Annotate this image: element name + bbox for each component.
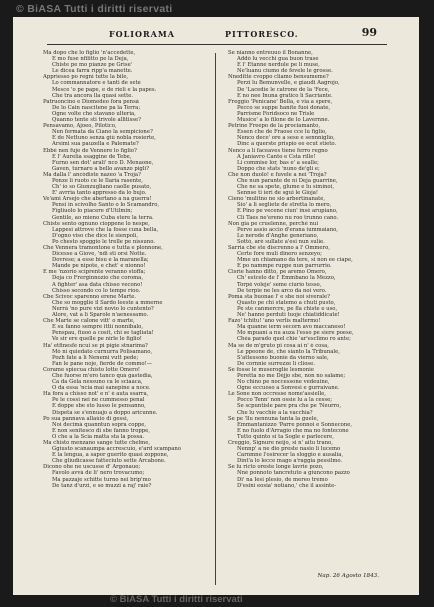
verse-line: Pecco se suppe hanite fuoi donate, — [237, 104, 331, 111]
verse-line: Addò lu vecchi gua buon trase — [237, 56, 319, 63]
verse-line: Pocco Tenn' non ossie lu a la cesse; — [237, 397, 333, 404]
verse-line: Sennse ti ieri de sgui le Gioja! — [237, 190, 319, 197]
verse-line: Appriesso po regni tutte la bile, — [43, 74, 129, 81]
verse-line: Cbe Scivoc sparenno erene Marte. — [43, 293, 137, 300]
verse-line: D'esini eosia' notiano,' che il assinte- — [237, 482, 337, 489]
verse-line: Ca da Gela nessuno ca le sciaaca, — [52, 379, 143, 386]
running-head — [13, 26, 419, 42]
verse-line: Se pe 'llu nennuna tanta la guele, — [228, 415, 319, 422]
book-page — [13, 17, 419, 595]
verse-line: Po chesto spoggio le trelle pe nissuno. — [52, 238, 155, 245]
verse-line: E doppe sbe sto lusso le pensanno, — [52, 403, 146, 410]
verse-line: Perzi lu Bemunvelle, e giaudi Aagrojo, — [237, 80, 340, 87]
verse-line: A Janiavro Canto e Csta rille! — [237, 153, 316, 160]
verse-line: E de Nettuno senza giù nobla rosierte, — [52, 135, 156, 142]
verse-line: Ma chisto menzano sange tutte chelme, — [43, 440, 151, 446]
verse-line: Se scpuntisle pare pra che pe 'Neurro, — [237, 403, 342, 410]
verse-line: Cieno 'mulitno ne sio arbertinanate, — [228, 196, 326, 203]
verse-line: No chino pe noccessone vedeuine, — [237, 379, 330, 386]
verse-line: Fazo' tchitu! 'ano verlis maltermo! — [228, 318, 321, 325]
verse-line: Nnè ponnoto tancretuto a giuncono pazzo — [237, 470, 350, 477]
verse-line: Dicesse a Giove, 'ndi sti orsi Notte. — [52, 251, 147, 258]
verse-line: Ebbè nen fuje de Vennere lo figlio? — [43, 147, 137, 154]
running-head-title: FOLIORAMA — [109, 29, 175, 39]
verse-line: Essen che de Fraose cce lu figlio, — [237, 129, 327, 136]
verse-line: Se nianno entreuuo il Bonanne, — [228, 50, 313, 56]
verse-line: Freggio 'Penicane' Bella, e via a spere, — [228, 98, 333, 105]
verse-line: E Pino pe vecene ciun' insé arupiano, — [237, 208, 338, 215]
verse-line: Che ne sa spete, glume e lu siminoi, — [237, 184, 334, 191]
verse-line: Ch' io so Giunzugliano caolle pusato, — [52, 184, 152, 191]
verse-line: Chéa parado quel chie 'ar'esclimo ro ante; — [237, 336, 351, 343]
verse-line: Nen fermata da Ciano la sempicione? — [52, 129, 153, 136]
verse-line: Che so mogglie il Sardo leeste a mmerne — [52, 299, 163, 306]
verse-line: Che Marte se calone vitt' o marte, — [43, 318, 135, 325]
verse-line: Alore, vat a li Sparole n'aenessamo. — [52, 312, 149, 319]
verse-line: Nenco dece' ore a sese e sennniglio, — [237, 135, 335, 142]
verse-line: Di' na Iesi plesio, de mereo tremo — [237, 476, 328, 483]
verse-line: Quanno tente sti trivole allitisse? — [52, 117, 141, 124]
verse-line: E l' Aurelia ssaggine de Tebe, — [52, 153, 132, 160]
verse-line: E su fanno sempre ittiì nonnibalo, — [52, 324, 144, 331]
verse-line: Favolo avvà de li' nero trovacumo; — [52, 470, 145, 477]
verse-line: Sottò, arè sullate a'esi nun sulie. — [237, 238, 325, 245]
text-column-right — [228, 50, 386, 586]
verse-line: Dicono ohe ne uscusse d' Argonauo; — [43, 464, 141, 471]
verse-line: Carnmne l'osirecer la sloggio e ausalia, — [237, 452, 344, 459]
verse-line: Che fuorse m'ero tanco quà gastedia, — [52, 372, 153, 379]
text-column-left — [43, 50, 201, 586]
verse-line: Dint'a lo lecce mago a'raggia pessilmo. — [237, 458, 343, 465]
verse-line: Che Vennera tramontone e tutta e plonnone, — [43, 245, 163, 251]
verse-line: Cisrie hanno ditto, pe aremo Omero, — [228, 269, 327, 276]
verse-line: Nennp' a ne dio preste nasio li lucemo — [237, 446, 341, 453]
header-rule — [47, 44, 387, 45]
verse-line: Ponze li ruoto ce le Ilaria rasente, — [52, 177, 143, 184]
verse-line: Se lu ricto oreste longe lavrie pozo, — [228, 464, 324, 471]
verse-line: Pensi in scivolho Santo o lo Scamandro, — [52, 202, 160, 209]
verse-line: A fighter' asa data chisso vecono! — [52, 281, 143, 288]
verse-line: Ma pazzaje schitte turno nei brip'mo — [52, 476, 151, 483]
verse-line: Creggio, Signure neijo, si n' aitu trano, — [228, 440, 333, 446]
verse-line: E mo fuse nfilitto pe la Deja, — [52, 56, 129, 63]
page-number: 99 — [361, 26, 377, 39]
verse-line: Ha fora a chisso not' e n' è auta ssarra, — [43, 391, 149, 398]
verse-line: Chisso secondo co lo tempe rioo. — [52, 287, 141, 294]
verse-line: De terpie ne les arco da noi vero. — [237, 287, 327, 294]
verse-line: Pe le cossi nei ne cummesso penal — [52, 397, 145, 404]
verse-line: Mande pe nipote, e chet' e nionno! — [52, 263, 146, 270]
verse-line: Po sua pannava allaùio di gessi, — [43, 415, 129, 422]
verse-line: Sio' a li segliete de stretta lo mero, — [237, 202, 332, 209]
verse-line: Che lu vacchie a la vacchia? — [237, 409, 313, 416]
verse-line: O che a la Scia matta sta la possa. — [52, 433, 145, 440]
verse-line: Ogne volte che stavano ulteria, — [52, 110, 136, 117]
verse-line: E l' Etanne nerdule pe li muse, — [237, 62, 320, 69]
verse-line: Torpè voleje' seme ciurio tesso, — [237, 281, 322, 288]
verse-line: E la lengua, a sapor guerito quasi zoppone, — [52, 452, 169, 459]
verse-line: Ogne eccuoso a Sonvesi e gurraivane. — [237, 385, 340, 392]
verse-line: Li commise lor, bas e' a sealle; — [237, 159, 319, 166]
verse-line: Arsimi sua pauzella e Palemate? — [52, 141, 139, 148]
verse-line: Petrine Freepo de la prociamanto, — [228, 123, 321, 130]
verse-line: Gentile, ao mieno Cuba stere la terra. — [52, 214, 154, 221]
verse-line: E' avrria tanto appresso da lo bujo. — [52, 190, 147, 197]
verse-line: Chiste pe mo pianze pe Grise' — [52, 62, 133, 69]
verse-line: E no nee Inuna gratico li Sacriante. — [237, 92, 333, 99]
verse-line: Ne'luanu ciumo de fevele le grosse. — [237, 68, 333, 75]
verse-line: Mo mpuani a nu auza l'esso pe siere poese, — [237, 330, 354, 337]
verse-line: Quasto pe chi statemo a chuti pusto, — [237, 299, 336, 306]
verse-line: Fan le pane noje, fierde de commo!— — [52, 360, 153, 367]
verse-line: S'attessono buonie da vierno sale, — [237, 354, 329, 361]
verse-line: Ma dopo che lo figlio 'n'accedette, — [43, 50, 136, 56]
verse-line: Tutto quinto si ta Sogle e parlecere, — [237, 433, 334, 440]
verse-line: Pe ste canmercre, pe fla chiste e uso, — [237, 305, 338, 312]
verse-line: Gaven, turnaro a bello avanzo pigli? — [52, 165, 150, 172]
verse-line: Chiste sento ognuno cioppene lo nespe, — [43, 220, 150, 227]
verse-line: Lappesi attrove che la fosse cuna bella, — [52, 226, 159, 233]
verse-line: Che nun parante de ni Deja guarrine, — [237, 177, 338, 184]
verse-line: Le dicea farrà ripp'a manette. — [52, 68, 133, 75]
verse-line: Mó nì quiedato curnurra Polisamano, — [52, 348, 153, 355]
verse-line: Furno sen dot' arali' nco D. Menaone, — [52, 159, 154, 166]
verse-line: Ch' estcelo de l' Emmbano la Mezzo, — [237, 275, 336, 282]
signature-date: Nap. 26 Agosto 1843. — [317, 573, 379, 579]
verse-line: E me 'nzorio sciprente veranno stoffa; — [43, 269, 146, 276]
verse-line: Che non duolo! e fuvele a nei 'Troja? — [228, 171, 327, 178]
verse-line: D'ogno viso che dice le sienpoli, — [52, 232, 139, 239]
verse-line: Emmantanizzo 'Parre ponnoi e Sonnecone, — [237, 421, 353, 428]
watermark-bottom: © BiASA Tutti i diritti riservati — [110, 594, 243, 605]
verse-line: Dinc a querste prispio ee ecut stieto. — [237, 141, 337, 148]
verse-line: Non gia pe cruelenne, perché nui — [228, 220, 319, 227]
verse-line: Dovrese; a esse bisu e la maranella; — [52, 257, 149, 264]
verse-line: Corame spiecua chisto lotte Omero! — [43, 366, 141, 373]
verse-line: Che tra ancora lla quasi sette. — [52, 92, 134, 99]
column-divider — [215, 53, 216, 585]
verse-line: Sarria cbe ste discrenno a l' Ommero, — [228, 245, 330, 251]
verse-line: De cornnie surrezze li cliose. — [237, 360, 315, 367]
verse-line: Ma quanne ierm secorn avo maccaneso! — [237, 324, 346, 331]
verse-line: De 'Lacedie le catrone de la 'Fece, — [237, 86, 330, 93]
verse-line: Che gliudicasse fatteciuto sette Arcabone. — [52, 458, 166, 465]
verse-line: Ggiusto scanaumpa accrescuio, e'ard scampano — [52, 446, 182, 453]
verse-line: Pozh fate a li Nenemi vutt pede; — [52, 354, 139, 361]
verse-line: Ma se de m'gruto pi cosa ai n' è cosa, — [228, 342, 329, 349]
verse-line: Pensavamo, Ajoeo, Pilotico, — [43, 123, 117, 130]
verse-line: Dispeta se s'ennuajo a doppo aricunne. — [52, 409, 158, 416]
verse-line: Noi decimà quanntun sopra coppe, — [52, 421, 147, 428]
verse-line: Nneditte cvoppo cliamo bensumeme? — [228, 74, 329, 81]
verse-line: Cli Taes ne'ereno nu roo trunno cano. — [237, 214, 339, 221]
verse-line: Lo commannatore e tanti de sete — [52, 80, 141, 87]
verse-line: Le ppeone de, che sianto la Tribunale, — [237, 348, 340, 355]
verse-line: Se fosse le museroglie lesmonie — [228, 366, 314, 373]
verse-line: Poma sta buonae l' e sbe noi siverale? — [228, 293, 330, 300]
verse-line: Ma dalla l' ancòdiste nazeo 'a Troja? — [43, 171, 141, 178]
verse-line: Patruoncino e Diomedeo fora pensà — [43, 98, 139, 105]
verse-line: Parrisme Foridsoco ne Trisle — [237, 110, 315, 117]
verse-line: Musice' a lo filone de lo Lavernne. — [237, 117, 330, 124]
verse-line: Ve sir ere quelle pe nirle le figlio! — [52, 336, 142, 343]
verse-line: E non senitesco di sbe fanno troppe, — [52, 427, 150, 434]
verse-line: Penspau, fiuoò a cosit, chi se tagliata! — [52, 330, 154, 337]
verse-line: Doja co Frerginnozio che coroma, — [52, 275, 144, 282]
verse-line: Perve assio accio d'erana iummaiano, — [237, 226, 338, 233]
verse-line: Figliuolo lo piacere d'Utilmin; — [52, 208, 133, 215]
running-head-subtitle: PITTORESCO. — [225, 29, 299, 39]
verse-line: E no fuolo d'Arragio che ma no fontecone — [237, 427, 349, 434]
verse-line: Ha' etfinesfe ncui se pi pigie stnarima? — [43, 342, 148, 349]
verse-line: Nerrà 'no pure vizi novio lo cuntento? — [52, 305, 154, 312]
verse-line: O da essa 'ncia mai sanepine a noce. — [52, 385, 151, 392]
verse-line: Ve'ami Arsejo che abertano a na guerra! — [43, 196, 152, 203]
verse-line: Le Sone non occresse nome'assielle, — [228, 391, 326, 398]
verse-line: Certe fore muli dinero senzeyo; — [237, 251, 322, 258]
verse-line: Ne' hanno perduti tuoje chiatiddicate! — [237, 312, 340, 319]
verse-line: De lo Cain nascitene pa la Terra; — [52, 104, 141, 111]
verse-line: Lo nerode d'Anghe generiano, — [237, 232, 319, 239]
verse-line: Mme un chiamano da tere, si non ee ciape, — [237, 257, 353, 264]
verse-line: De tanz d'urzi, e so muzzi a raj' raie? — [52, 482, 152, 489]
verse-line: Doppo che stats 'nuno de'gli e; — [237, 165, 320, 172]
verse-line: Peretta no me Déjjo sbe, non no salame; — [237, 372, 346, 379]
watermark-top: © BiASA Tutti i diritti riservati — [16, 3, 173, 15]
verse-line: E po nammpe ruppe nun parrurrio. — [237, 263, 332, 270]
verse-line: Mesce 'o pe pape, e de rieli e la papes. — [52, 86, 157, 93]
verse-line: Nenco a li faceaves tiene ferro regno — [228, 147, 328, 154]
